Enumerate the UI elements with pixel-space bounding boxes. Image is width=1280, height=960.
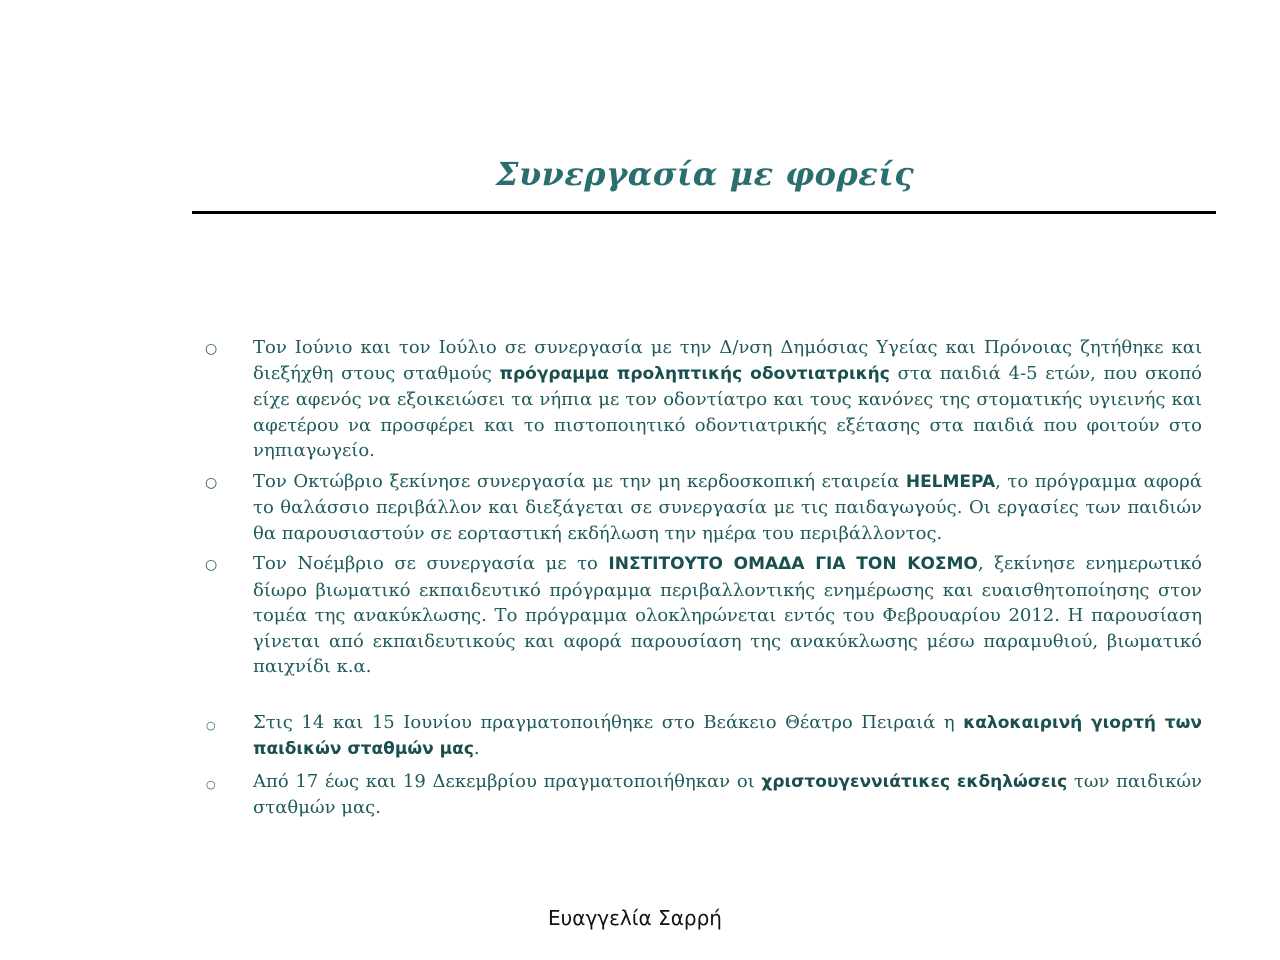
item-text: Τον Νοέμβριο σε συνεργασία με το (253, 553, 609, 574)
author-footer: Ευαγγελία Σαρρή (548, 906, 722, 930)
item-text: Τον Οκτώβριο ξεκίνησε συνεργασία με την μη κερδοσκοπική εταιρεία (253, 470, 906, 492)
item-highlight: HELMEPA (905, 471, 996, 492)
list-item (200, 769, 1202, 821)
item-highlight: χριστουγεννιάτικες εκδηλώσεις (761, 771, 1068, 792)
item-text: Στις 14 και 15 Ιουνίου πραγματοποιήθηκε στο Βεάκειο Θέατρο Πειραιά η (253, 711, 964, 733)
item-text: των παιδικών σταθμών μας. (253, 770, 1202, 818)
list-item (200, 335, 1202, 464)
list-item (200, 710, 1202, 763)
item-highlight: πρόγραμμα προληπτικής οδοντιατρικής (499, 363, 890, 384)
bullet-icon: ○ (205, 341, 218, 357)
bullet-icon: ○ (205, 557, 218, 573)
item-highlight: ΙΝΣΤΙΤΟΥΤΟ ΟΜΑΔΑ ΓΙΑ ΤΟΝ ΚΟΣΜΟ (608, 554, 978, 574)
item-text: Τον Ιούνιο και τον Ιούλιο σε συνεργασία με την Δ/νση Δημόσιας Υγείας και Πρόνοιας ζητήθηκε και διεξήχθη στους σταθμούς (253, 337, 1202, 384)
item-text: . (473, 738, 480, 759)
item-highlight: καλοκαιρινή γιορτή των παιδικών σταθμών μας (253, 712, 1202, 759)
item-text: , το πρόγραμμα αφορά το θαλάσσιο περιβάλλον και διεξάγεται σε συνεργασία με τις παιδαγωγούς. Οι εργασίες των παιδιών θα παρουσιαστούν σε εορταστική εκδήλωση την ημέρα του περιβάλλοντος. (253, 470, 1202, 544)
bullet-icon: ○ (206, 718, 216, 732)
item-text: Από 17 έως και 19 Δεκεμβρίου πραγματοποιήθηκαν οι (253, 770, 762, 792)
bullet-icon: ○ (206, 777, 216, 791)
list-item (200, 551, 1202, 680)
title-divider (192, 211, 1216, 214)
item-text: στα παιδιά 4-5 ετών, που σκοπό είχε αφενός να εξοικειώσει τα νήπια με τον οδοντίατρο και τους κανόνες της στοματικής υγιεινής και αφετέρου να προσφέρει και το πιστοποιητικό οδοντιατρικής εξέτασης στα παιδιά που φοιτούν στο νηπιαγωγείο. (253, 362, 1202, 461)
list-item (200, 469, 1202, 547)
page-title: Συνεργασία με φορείς (495, 155, 915, 193)
activities-list (200, 335, 1202, 827)
item-text: , ξεκίνησε ενημερωτικό δίωρο βιωματικό εκπαιδευτικό πρόγραμμα περιβαλλοντικής ενημέρωσης και ευαισθητοποίησης στον τομέα της ανακύκλωσης. Το πρόγραμμα ολοκληρώνεται εντός του Φεβρουαρίου 2012. Η παρουσίαση γίνεται από εκπαιδευτικούς και αφορά παρουσίαση της ανακύκλωσης μέσω παραμυθιού, βιωματικό παιχνίδι κ.α. (253, 553, 1203, 677)
bullet-icon: ○ (205, 474, 218, 491)
